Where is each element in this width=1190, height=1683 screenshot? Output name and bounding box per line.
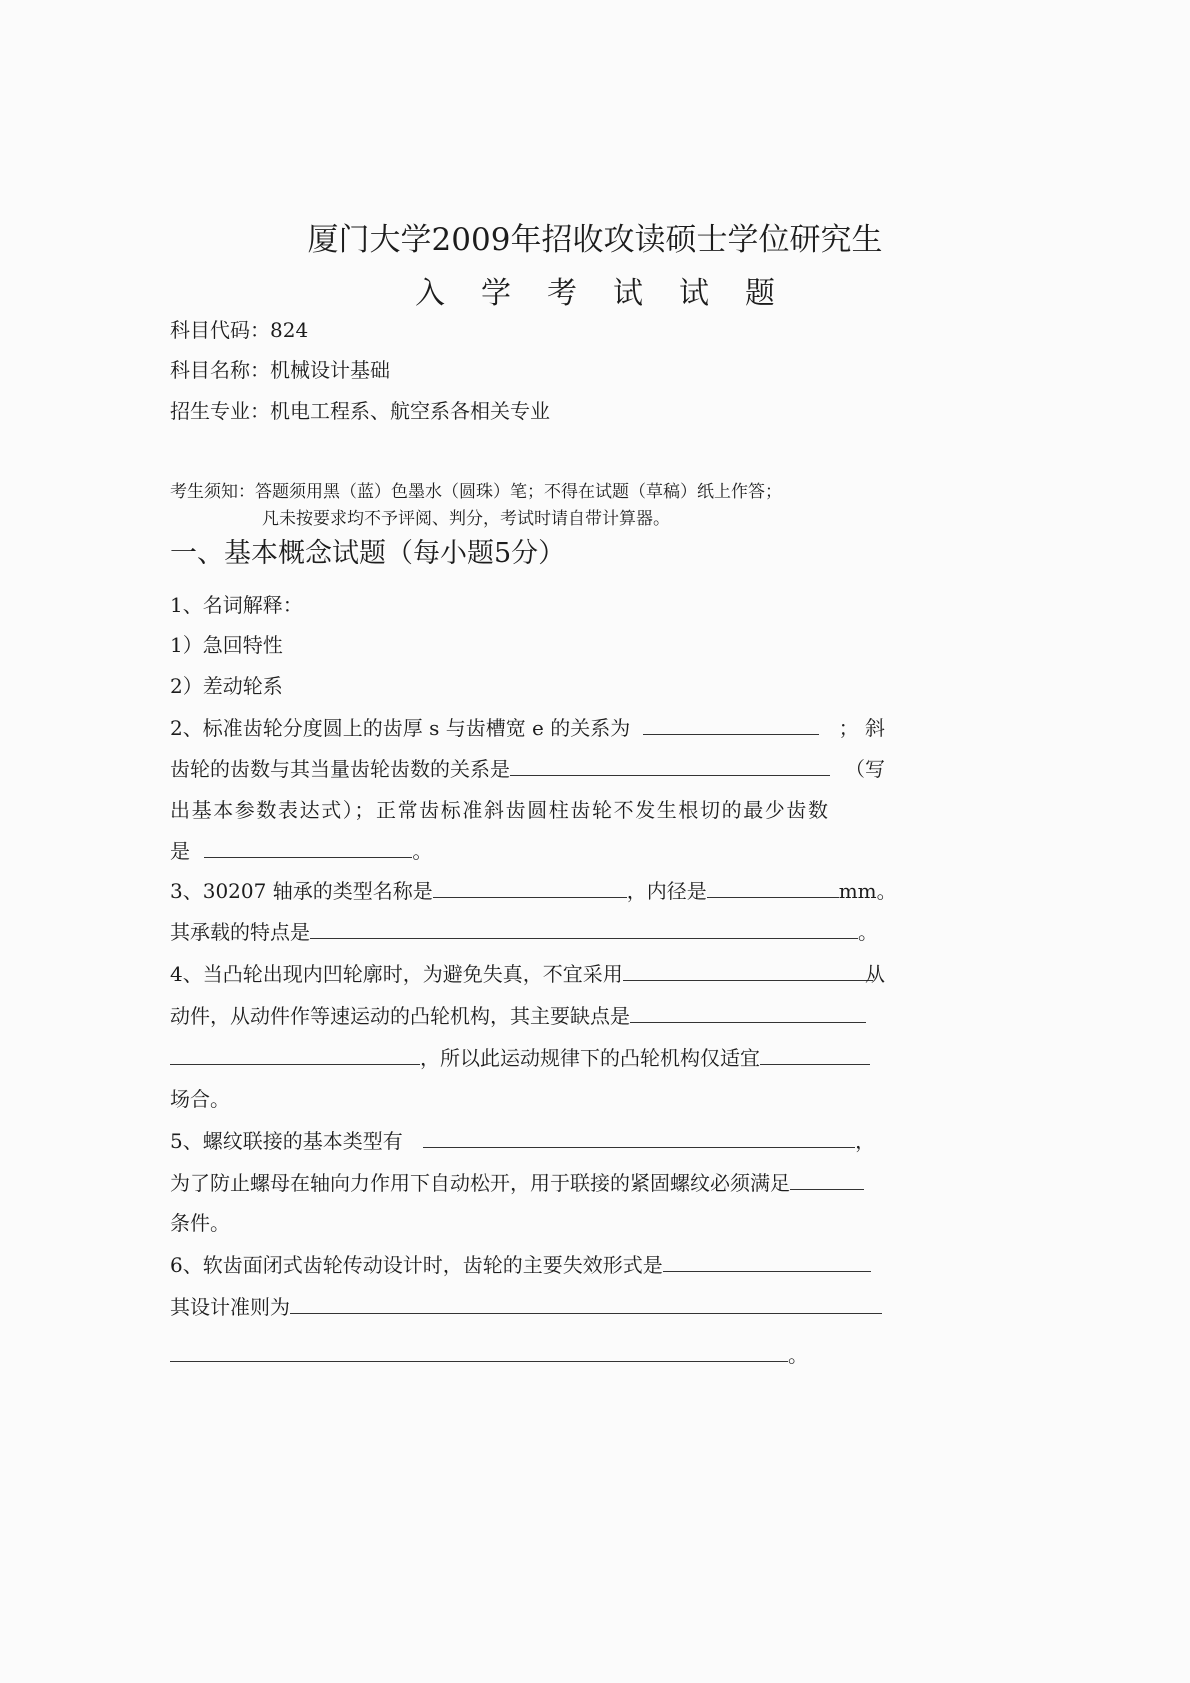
name-label: 科目名称：	[170, 358, 270, 382]
code-value: 824	[270, 318, 309, 342]
q2-line-3: 出基本参数表达式）；正常齿标准斜齿圆柱齿轮不发生根切的最少齿数	[170, 798, 830, 822]
text: 5、螺纹联接的基本类型有	[170, 1129, 403, 1153]
q5-line-1	[170, 1129, 875, 1153]
subject-name	[170, 358, 390, 382]
major-value: 机电工程系、航空系各相关专业	[270, 399, 550, 423]
answer-blank[interactable]	[510, 757, 830, 776]
subject-code	[170, 318, 308, 342]
answer-blank[interactable]	[433, 879, 627, 898]
q4-line-1	[170, 962, 885, 986]
text: 。	[412, 839, 433, 863]
answer-blank[interactable]	[290, 1295, 882, 1314]
q2-line-1	[170, 716, 885, 740]
text: ； 斜	[838, 716, 885, 740]
exam-subtitle: 入学考试试题	[415, 276, 811, 311]
q2-line-2	[170, 757, 885, 781]
text: ，内径是	[626, 879, 707, 903]
q5-line-2	[170, 1171, 864, 1195]
text: （写	[845, 757, 885, 781]
text: 从	[865, 962, 885, 986]
text: 6、软齿面闭式齿轮传动设计时，齿轮的主要失效形式是	[170, 1253, 663, 1277]
text: 其承载的特点是	[170, 920, 310, 944]
text: 齿轮的齿数与其当量齿轮齿数的关系是	[170, 757, 510, 781]
text: 。	[858, 920, 878, 944]
answer-blank[interactable]	[630, 1004, 866, 1023]
text: 是	[170, 839, 190, 863]
q3-line-2	[170, 920, 878, 944]
text: 为了防止螺母在轴向力作用下自动松开，用于联接的紧固螺纹必须满足	[170, 1171, 790, 1195]
answer-blank[interactable]	[623, 962, 873, 981]
text: mm。	[838, 879, 897, 903]
q5-line-3: 条件。	[170, 1211, 230, 1235]
text: ，	[855, 1129, 876, 1153]
q2-line-4	[170, 839, 432, 863]
answer-blank[interactable]	[790, 1171, 864, 1190]
q6-line-3	[170, 1343, 808, 1367]
q1-a: 1）急回特性	[170, 633, 283, 657]
q6-line-2	[170, 1295, 882, 1319]
text: ，所以此运动规律下的凸轮机构仅适宜	[420, 1046, 760, 1070]
code-label: 科目代码：	[170, 318, 270, 342]
text: 。	[788, 1343, 808, 1367]
notice-line-1: 考生须知：答题须用黑（蓝）色墨水（圆珠）笔；不得在试题（草稿）纸上作答；	[170, 482, 782, 502]
answer-blank[interactable]	[643, 716, 819, 735]
q6-line-1	[170, 1253, 871, 1277]
answer-blank[interactable]	[663, 1253, 871, 1272]
answer-blank[interactable]	[170, 1046, 420, 1065]
notice-line-2: 凡未按要求均不予评阅、判分，考试时请自带计算器。	[262, 509, 670, 529]
answer-blank[interactable]	[423, 1129, 855, 1148]
text: 3、30207 轴承的类型名称是	[170, 879, 433, 903]
q4-line-4: 场合。	[170, 1087, 230, 1111]
q3-line-1	[170, 879, 897, 903]
q1-stem: 1、名词解释：	[170, 593, 303, 617]
text: 其设计准则为	[170, 1295, 290, 1319]
subject-major	[170, 399, 550, 423]
text: 动件，从动件作等速运动的凸轮机构，其主要缺点是	[170, 1004, 630, 1028]
section-heading: 一、基本概念试题（每小题5分）	[170, 538, 566, 569]
text: 4、当凸轮出现内凹轮廓时，为避免失真，不宜采用	[170, 962, 623, 986]
q4-line-3	[170, 1046, 870, 1070]
answer-blank[interactable]	[760, 1046, 870, 1065]
major-label: 招生专业：	[170, 399, 270, 423]
answer-blank[interactable]	[204, 839, 412, 858]
q1-b: 2）差动轮系	[170, 674, 283, 698]
q4-line-2	[170, 1004, 866, 1028]
name-value: 机械设计基础	[270, 358, 390, 382]
exam-title: 厦门大学2009年招收攻读硕士学位研究生	[307, 222, 883, 258]
answer-blank[interactable]	[170, 1343, 788, 1362]
answer-blank[interactable]	[310, 920, 858, 939]
answer-blank[interactable]	[707, 879, 839, 898]
text: 2、标准齿轮分度圆上的齿厚 s 与齿槽宽 e 的关系为	[170, 716, 631, 740]
